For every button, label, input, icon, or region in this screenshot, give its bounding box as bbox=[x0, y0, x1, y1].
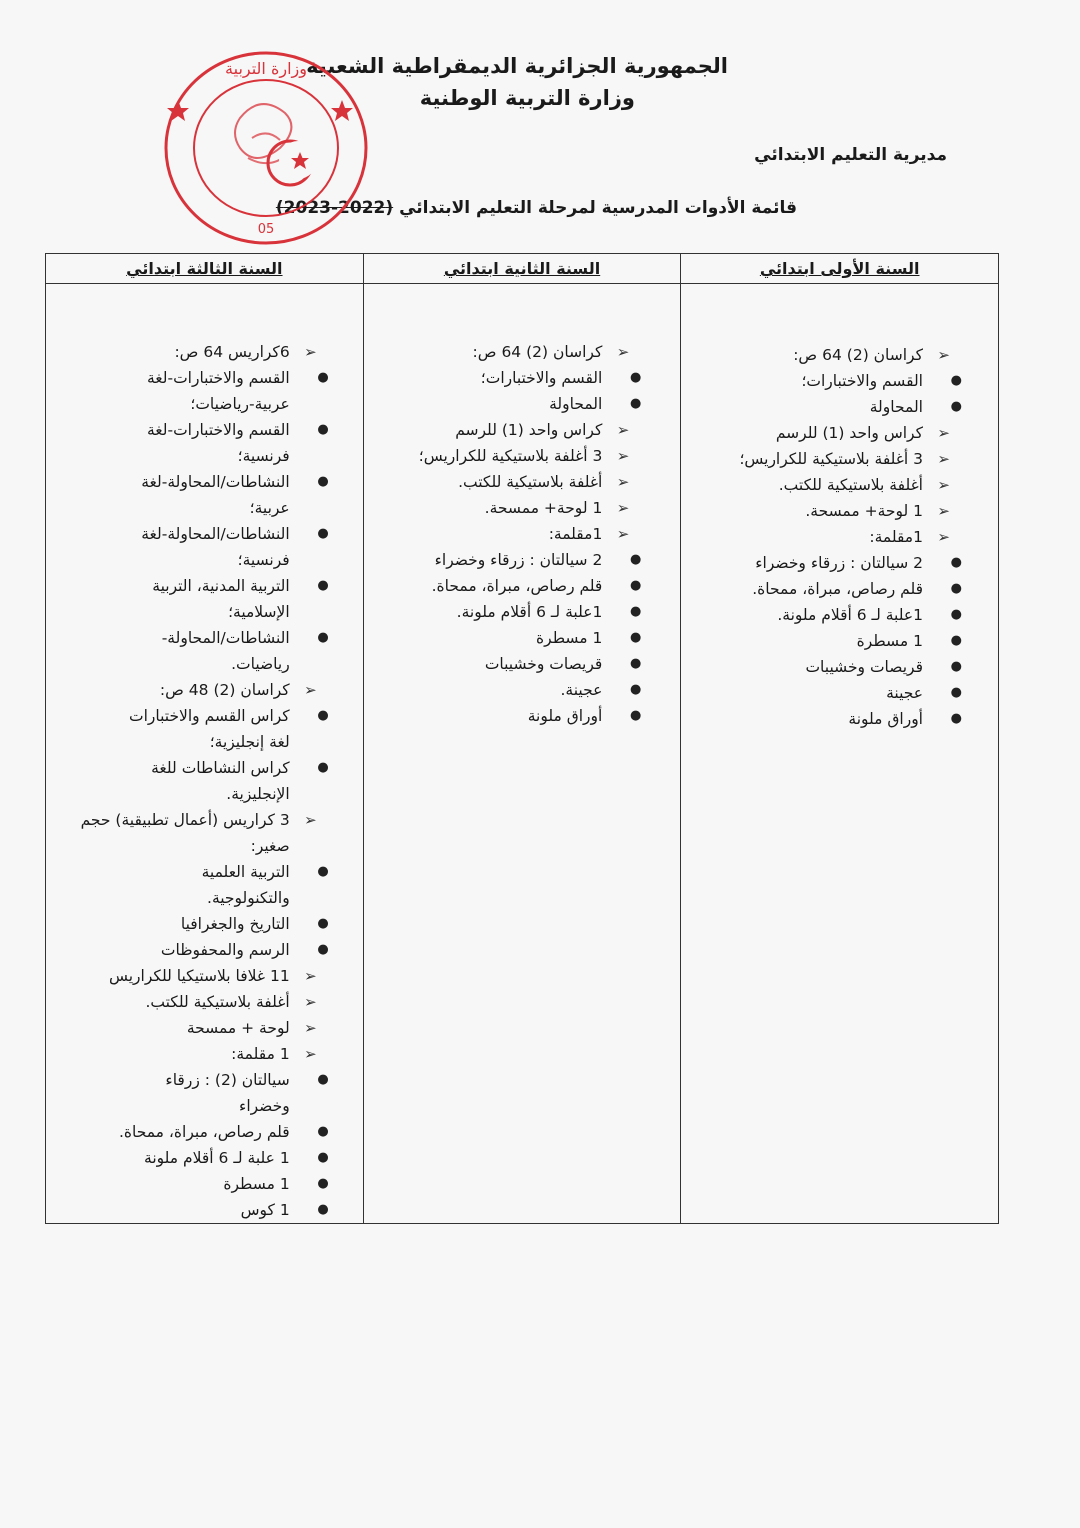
year3-item bbox=[50, 339, 317, 365]
bullet-dot-icon: ● bbox=[317, 916, 329, 931]
item-text: وخضراء bbox=[239, 1097, 290, 1115]
bullet-dot-icon: ● bbox=[317, 1124, 329, 1139]
bullet-dot-icon: ● bbox=[317, 708, 329, 723]
year2-item bbox=[372, 599, 642, 625]
item-text: النشاطات/المحاولة-لغة bbox=[141, 473, 290, 491]
year1-item bbox=[698, 342, 950, 368]
item-text: 2 سيالتان : زرقاء وخضراء bbox=[434, 551, 603, 569]
ministry-heading: وزارة التربية الوطنية bbox=[419, 86, 635, 110]
year1-item bbox=[698, 368, 962, 394]
year2-item bbox=[372, 339, 630, 365]
year3-item bbox=[50, 833, 290, 859]
year2-item bbox=[372, 443, 630, 469]
item-text: التاريخ والجغرافيا bbox=[180, 915, 290, 933]
item-text: لوحة + ممسحة bbox=[186, 1019, 290, 1037]
bullet-dot-icon: ● bbox=[950, 685, 962, 700]
item-text: كراس واحد (1) للرسم bbox=[455, 421, 603, 439]
bullet-dot-icon: ● bbox=[950, 581, 962, 596]
year3-item bbox=[50, 495, 290, 521]
item-text: 1 مسطرة bbox=[536, 629, 603, 647]
item-text: أغلفة بلاستيكية للكتب. bbox=[458, 473, 603, 491]
bullet-dot-icon: ● bbox=[630, 708, 642, 723]
school-year: (2022-2023) bbox=[275, 198, 394, 218]
item-text: عجينة. bbox=[560, 681, 603, 699]
item-text: عجينة bbox=[886, 684, 923, 702]
bullet-dot-icon: ● bbox=[630, 552, 642, 567]
year3-item bbox=[50, 469, 329, 495]
bullet-dot-icon: ● bbox=[630, 630, 642, 645]
item-text: الرسم والمحفوظات bbox=[160, 941, 290, 959]
header-year2: السنة الثانية ابتدائي bbox=[363, 254, 681, 284]
item-text: التربية العلمية bbox=[201, 863, 290, 881]
item-text: سيالتان (2) : زرقاء bbox=[165, 1071, 290, 1089]
bullet-dot-icon: ● bbox=[317, 630, 329, 645]
year3-item bbox=[50, 365, 329, 391]
year3-item bbox=[50, 703, 329, 729]
item-text: كراسان (2) 48 ص: bbox=[159, 681, 290, 699]
item-text: 3 أغلفة بلاستيكية للكراريس؛ bbox=[418, 447, 603, 465]
year3-list bbox=[50, 339, 329, 1223]
bullet-dot-icon: ● bbox=[317, 1202, 329, 1217]
item-text: 1 لوحة+ ممسحة. bbox=[805, 502, 923, 520]
item-text: 1علبة لـ 6 أقلام ملونة. bbox=[777, 606, 923, 624]
item-text: 1 مسطرة bbox=[223, 1175, 290, 1193]
arrow-bullet-icon: ➢ bbox=[616, 447, 630, 465]
bullet-dot-icon: ● bbox=[950, 711, 962, 726]
item-text: الإنجليزية. bbox=[226, 785, 290, 803]
year3-cell bbox=[46, 284, 364, 1224]
arrow-bullet-icon: ➢ bbox=[937, 528, 950, 546]
item-text: والتكنولوجية. bbox=[207, 889, 290, 907]
year3-item bbox=[50, 963, 317, 989]
year2-item bbox=[372, 495, 630, 521]
year3-item bbox=[50, 807, 317, 833]
year3-item bbox=[50, 1197, 329, 1223]
item-text: 1علبة لـ 6 أقلام ملونة. bbox=[456, 603, 603, 621]
year1-item bbox=[698, 394, 962, 420]
item-text: 1 مقلمة: bbox=[231, 1045, 290, 1063]
year2-item bbox=[372, 391, 642, 417]
item-text: قريصات وخشيبات bbox=[484, 655, 603, 673]
item-text: القسم والاختبارات-لغة bbox=[146, 421, 290, 439]
year1-item bbox=[698, 602, 962, 628]
year1-item bbox=[698, 550, 962, 576]
item-text: المحاولة bbox=[549, 395, 603, 413]
year3-item bbox=[50, 521, 329, 547]
arrow-bullet-icon: ➢ bbox=[304, 1019, 317, 1037]
year3-item bbox=[50, 677, 317, 703]
bullet-dot-icon: ● bbox=[630, 656, 642, 671]
item-text: رياضيات. bbox=[231, 655, 290, 673]
year1-item bbox=[698, 654, 962, 680]
year2-item bbox=[372, 547, 642, 573]
year3-item bbox=[50, 781, 290, 807]
item-text: المحاولة bbox=[869, 398, 923, 416]
arrow-bullet-icon: ➢ bbox=[304, 811, 317, 829]
year3-item bbox=[50, 443, 290, 469]
bullet-dot-icon: ● bbox=[950, 659, 962, 674]
year1-list bbox=[698, 342, 962, 732]
item-text: 11 غلافا بلاستيكيا للكراريس bbox=[108, 967, 290, 985]
year2-item bbox=[372, 703, 642, 729]
bullet-dot-icon: ● bbox=[950, 633, 962, 648]
arrow-bullet-icon: ➢ bbox=[304, 1045, 317, 1063]
arrow-bullet-icon: ➢ bbox=[937, 450, 950, 468]
item-text: قريصات وخشيبات bbox=[805, 658, 923, 676]
bullet-dot-icon: ● bbox=[950, 555, 962, 570]
year1-item bbox=[698, 524, 950, 550]
year1-item bbox=[698, 628, 962, 654]
item-text: النشاطات/المحاولة-لغة bbox=[141, 525, 290, 543]
item-text: 1مقلمة: bbox=[548, 525, 603, 543]
item-text: 3 كراريس (أعمال تطبيقية) حجم bbox=[80, 811, 290, 829]
item-text: أوراق ملونة bbox=[527, 707, 603, 725]
year3-item bbox=[50, 573, 329, 599]
arrow-bullet-icon: ➢ bbox=[937, 476, 950, 494]
year1-item bbox=[698, 576, 962, 602]
year3-item bbox=[50, 1093, 290, 1119]
header-year1: السنة الأولى ابتدائي bbox=[681, 254, 999, 284]
item-text: النشاطات/المحاولة- bbox=[161, 629, 290, 647]
school-supplies-table bbox=[45, 253, 999, 1224]
arrow-bullet-icon: ➢ bbox=[304, 681, 317, 699]
year2-item bbox=[372, 677, 642, 703]
bullet-dot-icon: ● bbox=[950, 373, 962, 388]
official-stamp-seal bbox=[160, 48, 372, 248]
year1-item bbox=[698, 706, 962, 732]
arrow-bullet-icon: ➢ bbox=[937, 424, 950, 442]
arrow-bullet-icon: ➢ bbox=[937, 502, 950, 520]
arrow-bullet-icon: ➢ bbox=[616, 421, 630, 439]
year1-item bbox=[698, 446, 950, 472]
year3-item bbox=[50, 989, 317, 1015]
arrow-bullet-icon: ➢ bbox=[616, 473, 630, 491]
item-text: فرنسية؛ bbox=[237, 551, 290, 569]
item-text: 6كراريس 64 ص: bbox=[174, 343, 290, 361]
item-text: قلم رصاص، مبراة، ممحاة. bbox=[752, 580, 923, 598]
item-text: قلم رصاص، مبراة، ممحاة. bbox=[118, 1123, 290, 1141]
year2-cell bbox=[363, 284, 681, 1224]
bullet-dot-icon: ● bbox=[950, 607, 962, 622]
year2-list bbox=[372, 339, 642, 729]
item-text: 1 كوس bbox=[240, 1201, 290, 1219]
republic-heading: الجمهورية الجزائرية الديمقراطية الشعبية bbox=[306, 54, 728, 78]
arrow-bullet-icon: ➢ bbox=[616, 343, 630, 361]
item-text: لغة إنجليزية؛ bbox=[209, 733, 290, 751]
bullet-dot-icon: ● bbox=[317, 578, 329, 593]
year3-item bbox=[50, 1041, 317, 1067]
year2-item bbox=[372, 417, 630, 443]
arrow-bullet-icon: ➢ bbox=[304, 343, 317, 361]
year2-item bbox=[372, 469, 630, 495]
item-text: القسم والاختبارات؛ bbox=[480, 369, 603, 387]
item-text: التربية المدنية، التربية bbox=[152, 577, 290, 595]
item-text: 1 لوحة+ ممسحة. bbox=[484, 499, 603, 517]
year1-cell bbox=[681, 284, 999, 1224]
item-text: عربية-رياضيات؛ bbox=[190, 395, 290, 413]
year2-item bbox=[372, 365, 642, 391]
arrow-bullet-icon: ➢ bbox=[616, 525, 630, 543]
year3-item bbox=[50, 729, 290, 755]
year3-item bbox=[50, 1171, 329, 1197]
arrow-bullet-icon: ➢ bbox=[304, 993, 317, 1011]
year3-item bbox=[50, 391, 290, 417]
year3-item bbox=[50, 417, 329, 443]
year2-item bbox=[372, 521, 630, 547]
item-text: كراس القسم والاختبارات bbox=[128, 707, 290, 725]
year2-item bbox=[372, 625, 642, 651]
year2-item bbox=[372, 651, 642, 677]
header-year3: السنة الثالثة ابتدائي bbox=[46, 254, 364, 284]
item-text: قلم رصاص، مبراة، ممحاة. bbox=[431, 577, 603, 595]
arrow-bullet-icon: ➢ bbox=[937, 346, 950, 364]
arrow-bullet-icon: ➢ bbox=[304, 967, 317, 985]
year2-item bbox=[372, 573, 642, 599]
item-text: كراسان (2) 64 ص: bbox=[472, 343, 603, 361]
item-text: فرنسية؛ bbox=[237, 447, 290, 465]
item-text: 1 علبة لـ 6 أقلام ملونة bbox=[144, 1149, 290, 1167]
year3-item bbox=[50, 755, 329, 781]
year3-item bbox=[50, 911, 329, 937]
year1-item bbox=[698, 498, 950, 524]
item-text: كراس واحد (1) للرسم bbox=[775, 424, 923, 442]
item-text: الإسلامية؛ bbox=[228, 603, 290, 621]
bullet-dot-icon: ● bbox=[317, 422, 329, 437]
item-text: أوراق ملونة bbox=[848, 710, 923, 728]
year3-item bbox=[50, 885, 290, 911]
item-text: صغير: bbox=[250, 837, 290, 855]
year3-item bbox=[50, 1119, 329, 1145]
year3-item bbox=[50, 651, 290, 677]
item-text: القسم والاختبارات-لغة bbox=[146, 369, 290, 387]
item-text: أغلفة بلاستيكية للكتب. bbox=[145, 993, 290, 1011]
item-text: أغلفة بلاستيكية للكتب. bbox=[778, 476, 923, 494]
bullet-dot-icon: ● bbox=[317, 474, 329, 489]
svg-text:وزارة التربية: وزارة التربية bbox=[225, 59, 307, 78]
bullet-dot-icon: ● bbox=[317, 526, 329, 541]
directorate-heading: مديرية التعليم الابتدائي bbox=[754, 145, 947, 165]
year1-item bbox=[698, 680, 962, 706]
bullet-dot-icon: ● bbox=[317, 760, 329, 775]
bullet-dot-icon: ● bbox=[317, 1176, 329, 1191]
item-text: 3 أغلفة بلاستيكية للكراريس؛ bbox=[739, 450, 923, 468]
bullet-dot-icon: ● bbox=[630, 578, 642, 593]
item-text: القسم والاختبارات؛ bbox=[801, 372, 923, 390]
bullet-dot-icon: ● bbox=[630, 682, 642, 697]
bullet-dot-icon: ● bbox=[630, 604, 642, 619]
item-text: كراس النشاطات للغة bbox=[151, 759, 290, 777]
year1-item bbox=[698, 472, 950, 498]
item-text: كراسان (2) 64 ص: bbox=[793, 346, 923, 364]
bullet-dot-icon: ● bbox=[317, 1150, 329, 1165]
year3-item bbox=[50, 547, 290, 573]
year1-item bbox=[698, 420, 950, 446]
item-text: عربية؛ bbox=[249, 499, 290, 517]
year3-item bbox=[50, 1015, 317, 1041]
year3-item bbox=[50, 859, 329, 885]
bullet-dot-icon: ● bbox=[630, 370, 642, 385]
bullet-dot-icon: ● bbox=[317, 864, 329, 879]
item-text: 2 سيالتان : زرقاء وخضراء bbox=[755, 554, 923, 572]
item-text: 1مقلمة: bbox=[869, 528, 923, 546]
year3-item bbox=[50, 625, 329, 651]
bullet-dot-icon: ● bbox=[950, 399, 962, 414]
bullet-dot-icon: ● bbox=[317, 370, 329, 385]
bullet-dot-icon: ● bbox=[317, 942, 329, 957]
list-title-text: قائمة الأدوات المدرسية لمرحلة التعليم الابتدائي bbox=[399, 198, 797, 218]
year3-item bbox=[50, 1067, 329, 1093]
svg-text:05: 05 bbox=[257, 222, 275, 237]
year3-item bbox=[50, 937, 329, 963]
arrow-bullet-icon: ➢ bbox=[616, 499, 630, 517]
year3-item bbox=[50, 599, 290, 625]
bullet-dot-icon: ● bbox=[317, 1072, 329, 1087]
year3-item bbox=[50, 1145, 329, 1171]
bullet-dot-icon: ● bbox=[630, 396, 642, 411]
item-text: 1 مسطرة bbox=[856, 632, 923, 650]
